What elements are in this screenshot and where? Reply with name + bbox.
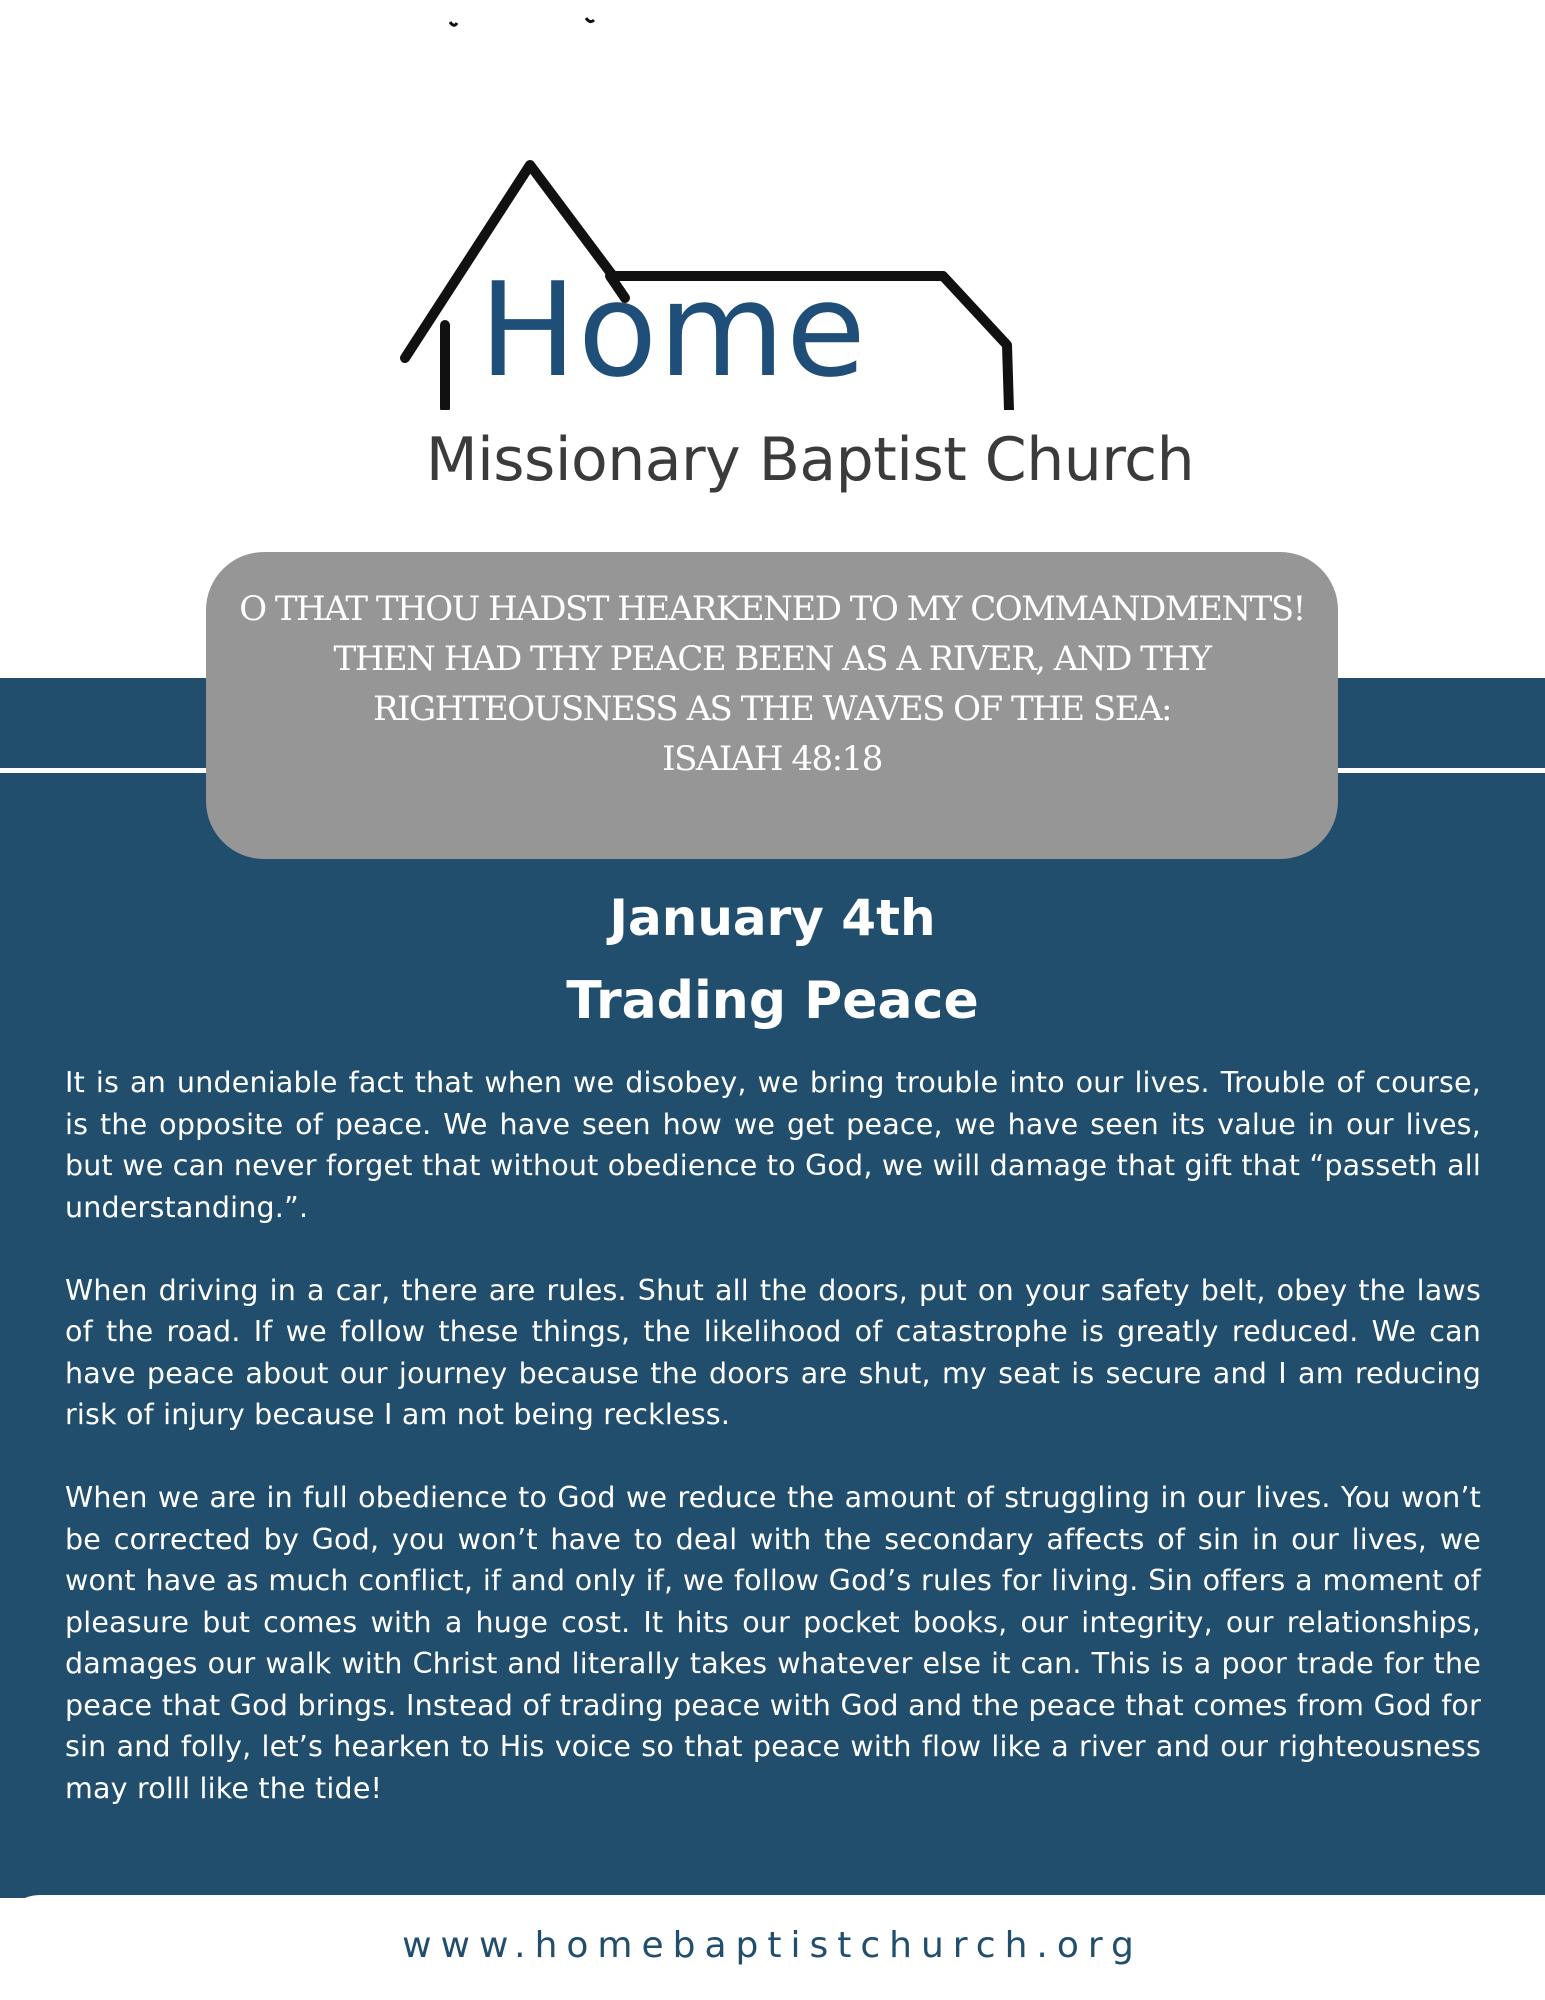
devotional-body (65, 1062, 1481, 1809)
scripture-quote (226, 584, 1318, 784)
body-paragraph: It is an undeniable fact that when we disobey, we bring trouble into our lives. Trouble of course, is the opposite of peace. We have seen how we get peace, we have seen its value in our lives, but we can never forget that without obedience to God, we will damage that gift that “passeth all understanding.”. (65, 1066, 1481, 1224)
devotional-title: Trading Peace (566, 971, 979, 1031)
body-paragraph: When we are in full obedience to God we reduce the amount of struggling in our lives. You won’t be corrected by God, you won’t have to deal with the secondary affects of sin in our lives, we wont have as much conflict, if and only if, we follow God’s rules for living. Sin offers a moment of pleasure but comes with a huge cost. It hits our pocket books, our integrity, our relationships, damages our walk with Christ and literally takes whatever else it can. This is a poor trade for the peace that God brings. Instead of trading peace with God and the peace that comes from God for sin and folly, let’s hearken to His voice so that peace with flow like a river and our righteousness may rolll like the tide! (65, 1481, 1481, 1805)
scripture-reference: ISAIAH 48:18 (662, 739, 882, 779)
scripture-text: O THAT THOU HADST HEARKENED TO MY COMMANDMENTS! THEN HAD THY PEACE BEEN AS A RIVER, AND THY RIGHTEOUSNESS AS THE WAVES OF THE SEA: (239, 589, 1305, 729)
stray-marks (448, 14, 598, 32)
logo-subtitle: Missionary Baptist Church (425, 425, 1195, 495)
church-logo (395, 150, 1225, 520)
logo-home-wordmark: Home (479, 254, 867, 406)
website-url[interactable]: www.homebaptistchurch.org (402, 1925, 1143, 1966)
scripture-box (206, 552, 1338, 859)
devotional-date: January 4th (609, 889, 936, 947)
body-paragraph: When driving in a car, there are rules. Shut all the doors, put on your safety belt, obey the laws of the road. If we follow these things, the likelihood of catastrophe is greatly reduced. We can have peace about our journey because the doors are shut, my seat is secure and I am reducing risk of injury because I am not being reckless. (65, 1273, 1481, 1431)
